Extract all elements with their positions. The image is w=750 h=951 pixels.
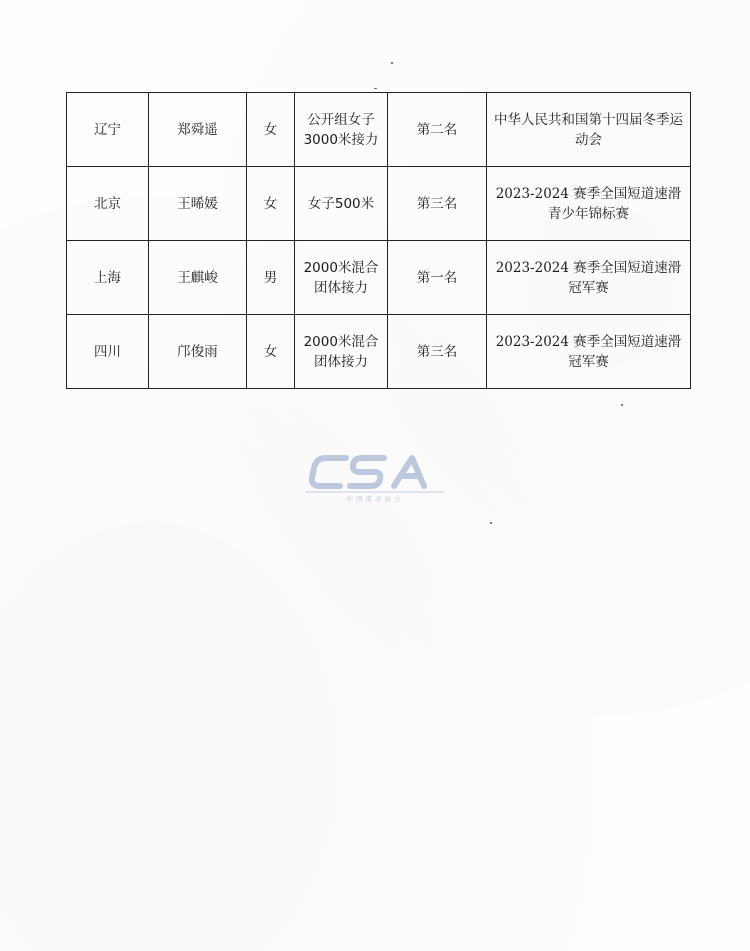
scan-speck — [621, 404, 623, 406]
scan-speck — [490, 522, 492, 524]
athlete-name-cell: 郑舜遥 — [149, 93, 247, 167]
scan-speck — [374, 88, 377, 89]
gender-cell: 女 — [247, 315, 295, 389]
table-row — [67, 241, 691, 315]
watermark-subtitle: 中国滑冰协会 — [346, 495, 404, 503]
province-cell: 北京 — [67, 167, 149, 241]
event-cell: 公开组女子3000米接力 — [295, 93, 388, 167]
rank-cell: 第一名 — [388, 241, 487, 315]
rank-cell: 第三名 — [388, 315, 487, 389]
event-cell: 女子500米 — [295, 167, 388, 241]
gender-cell: 男 — [247, 241, 295, 315]
competition-cell: 2023-2024 赛季全国短道速滑冠军赛 — [487, 241, 691, 315]
gender-cell: 女 — [247, 93, 295, 167]
rank-cell: 第二名 — [388, 93, 487, 167]
province-cell: 辽宁 — [67, 93, 149, 167]
event-cell: 2000米混合团体接力 — [295, 241, 388, 315]
athlete-results-table — [66, 92, 691, 389]
event-cell: 2000米混合团体接力 — [295, 315, 388, 389]
table-row — [67, 315, 691, 389]
province-cell: 上海 — [67, 241, 149, 315]
athlete-name-cell: 王晞媛 — [149, 167, 247, 241]
table-row — [67, 93, 691, 167]
athlete-name-cell: 邝俊雨 — [149, 315, 247, 389]
athlete-name-cell: 王麒峻 — [149, 241, 247, 315]
competition-cell: 中华人民共和国第十四届冬季运动会 — [487, 93, 691, 167]
table-row — [67, 167, 691, 241]
rank-cell: 第三名 — [388, 167, 487, 241]
gender-cell: 女 — [247, 167, 295, 241]
province-cell: 四川 — [67, 315, 149, 389]
scan-speck — [391, 62, 393, 64]
csa-watermark-logo — [306, 448, 444, 504]
competition-cell: 2023-2024 赛季全国短道速滑冠军赛 — [487, 315, 691, 389]
competition-cell: 2023-2024 赛季全国短道速滑青少年锦标赛 — [487, 167, 691, 241]
